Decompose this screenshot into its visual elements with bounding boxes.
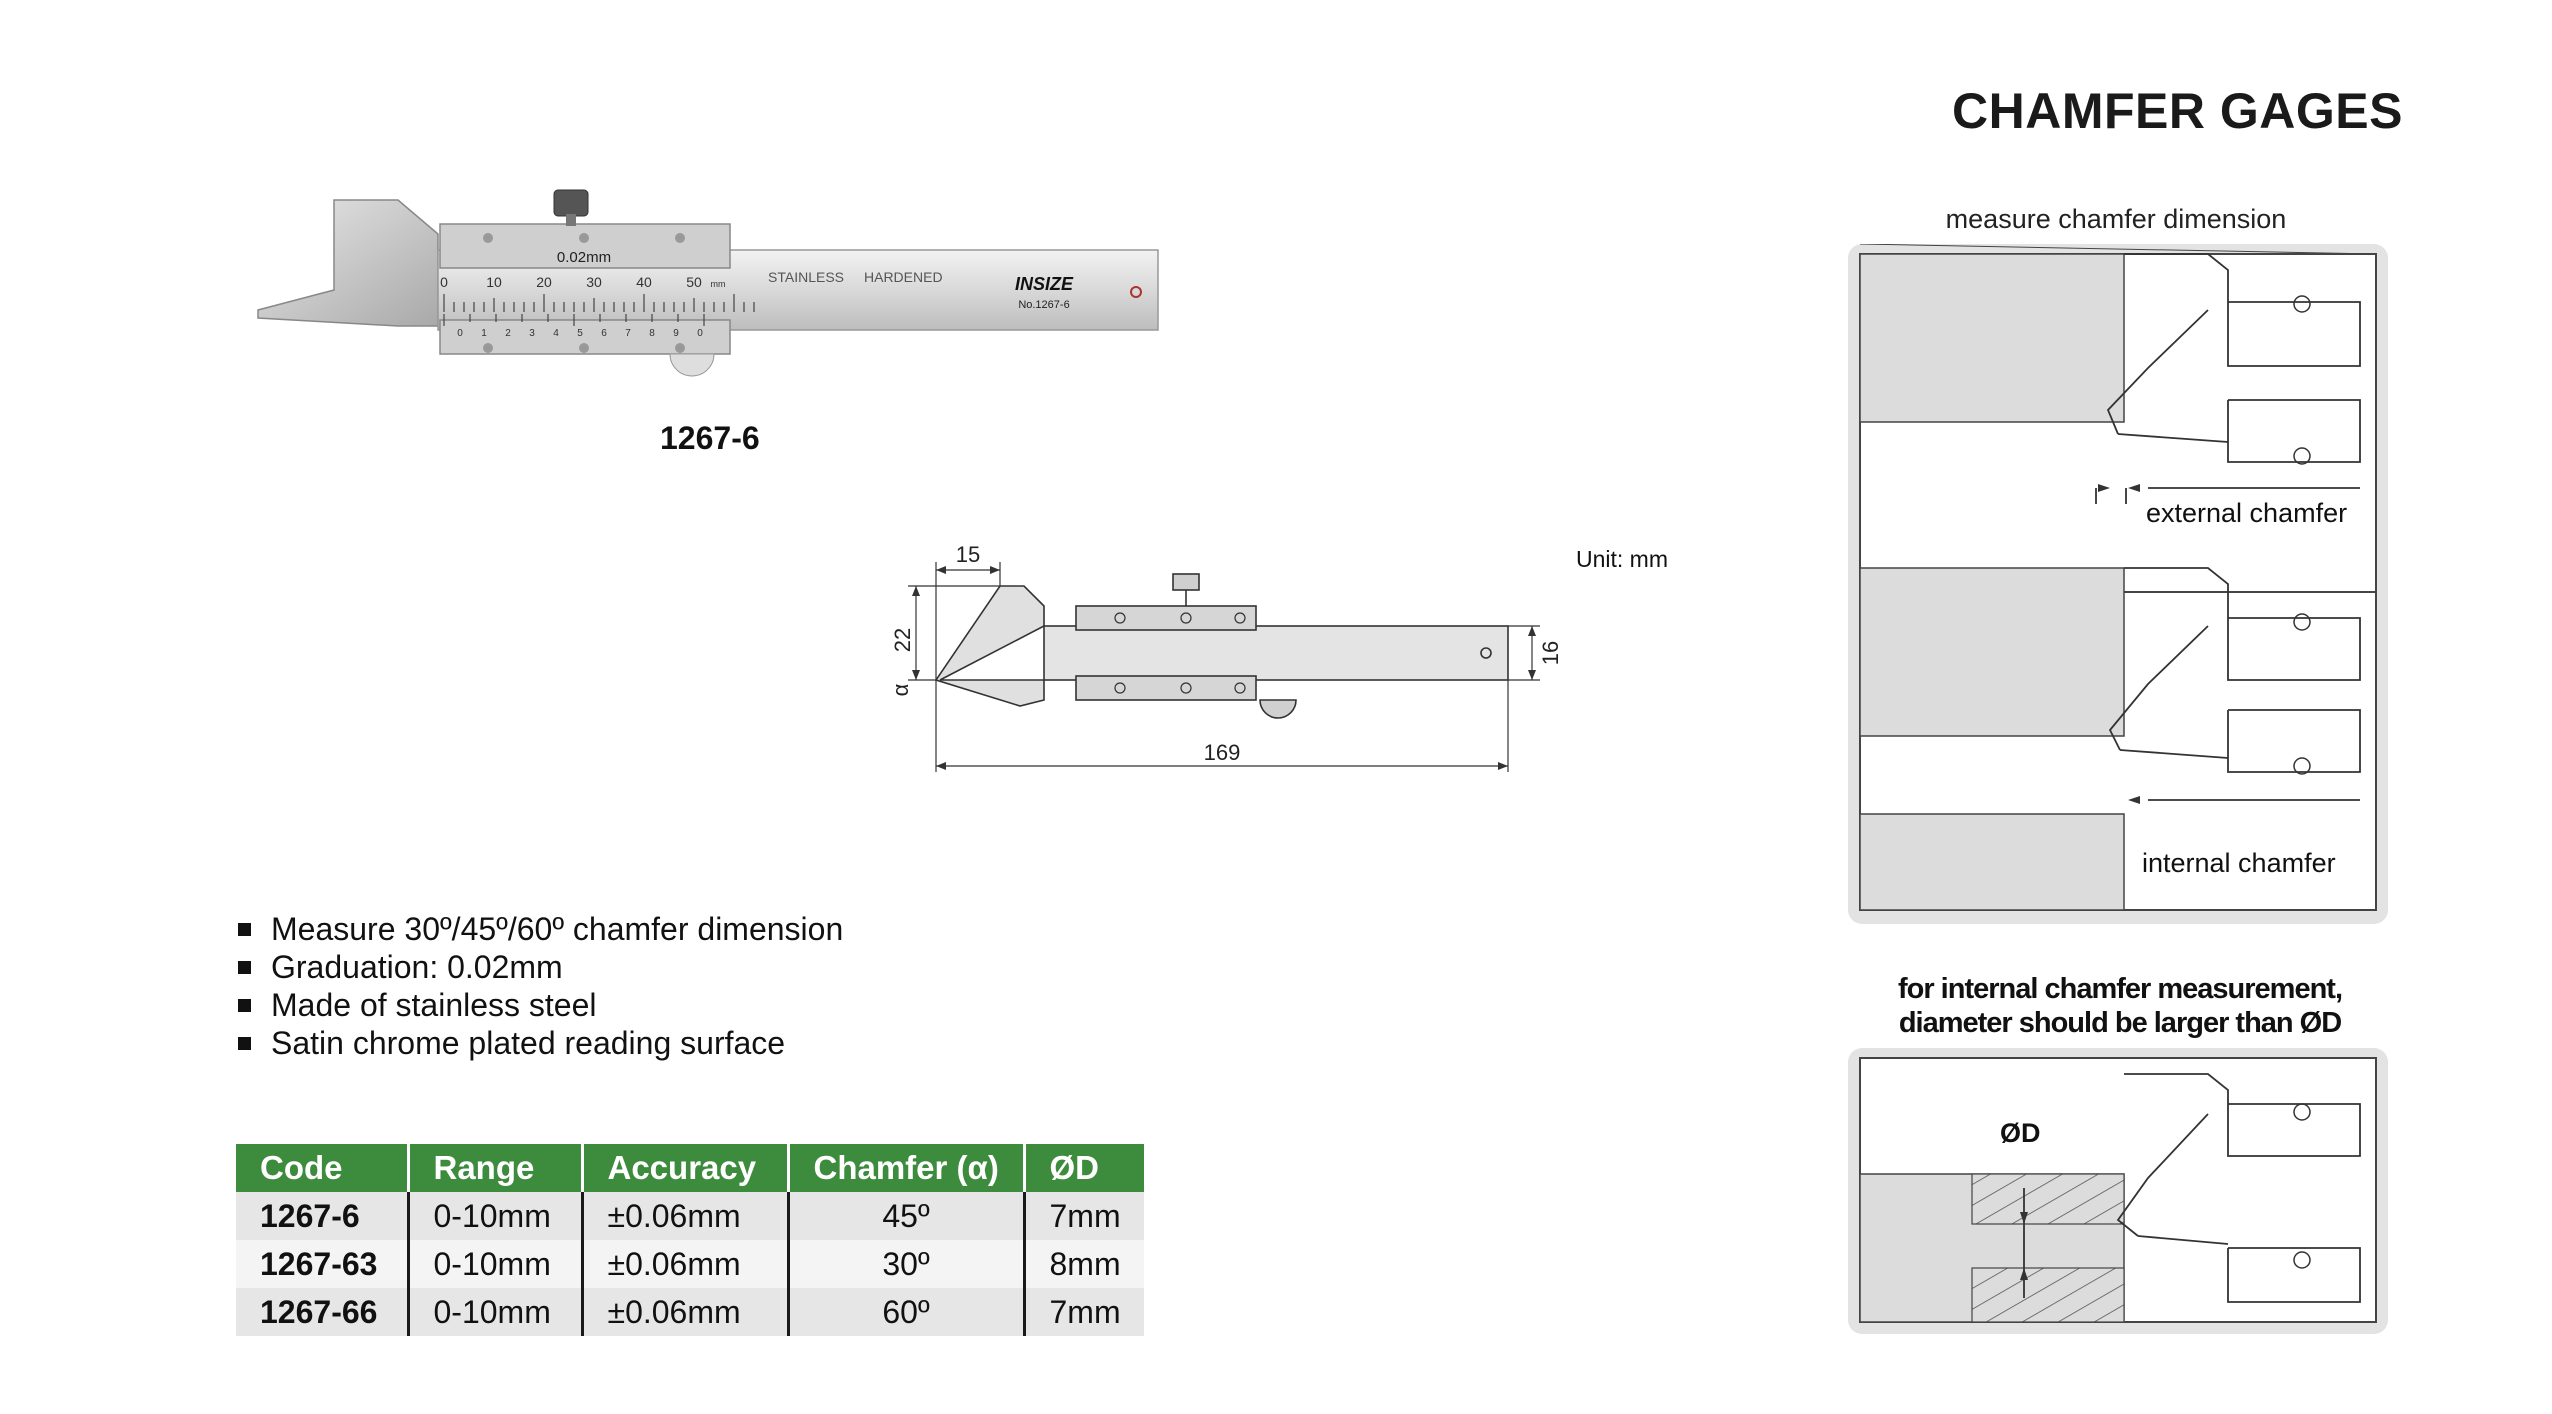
- chamfer-diagram-panel: [1848, 244, 2388, 924]
- dimension-drawing: [880, 530, 1700, 790]
- feature-item: Measure 30º/45º/60º chamfer dimension: [238, 910, 843, 948]
- feature-item: Satin chrome plated reading surface: [238, 1024, 843, 1062]
- vernier-label: 7: [625, 328, 631, 339]
- dim-alpha-label: α: [888, 683, 913, 697]
- od-diagram: [1848, 1048, 2388, 1334]
- header-chamfer: Chamfer (α): [788, 1144, 1024, 1192]
- dim-22-label: 22: [890, 627, 915, 653]
- vernier-label: 5: [577, 328, 583, 339]
- vernier-label: 8: [649, 328, 655, 339]
- table-row: 1267-6 0-10mm ±0.06mm 45º 7mm: [236, 1192, 1144, 1240]
- bullet-icon: [238, 999, 251, 1012]
- table-header-row: [236, 1144, 1144, 1192]
- bullet-icon: [238, 1037, 251, 1050]
- vernier-label: 2: [505, 328, 511, 339]
- vernier-label: 4: [553, 328, 559, 339]
- main-scale-label: 50: [686, 274, 702, 290]
- dim-15-label: 15: [955, 542, 981, 567]
- header-code: Code: [236, 1144, 408, 1192]
- vernier-label: 6: [601, 328, 607, 339]
- header-range: Range: [408, 1144, 582, 1192]
- main-scale-label: 40: [636, 274, 652, 290]
- external-chamfer-label: external chamfer: [2146, 498, 2348, 528]
- feature-list: [238, 910, 843, 1062]
- internal-chamfer-label: internal chamfer: [2142, 848, 2336, 878]
- main-scale-label: 10: [486, 274, 502, 290]
- spec-table: [236, 1144, 1144, 1336]
- vernier-label: 9: [673, 328, 679, 339]
- header-accuracy: Accuracy: [582, 1144, 788, 1192]
- dim-169-label: 169: [1203, 740, 1241, 765]
- vernier-label: 3: [529, 328, 535, 339]
- product-photo: [248, 186, 1168, 406]
- brand-logo: INSIZE: [1014, 274, 1074, 294]
- model-number: No.1267-6: [1018, 299, 1070, 311]
- chamfer-diagram: [1848, 244, 2388, 924]
- internal-measurement-note: for internal chamfer measurement, diameter should be larger than ØD: [1897, 973, 2343, 1039]
- diagram-heading: measure chamfer dimension: [1945, 204, 2287, 234]
- vernier-label: 0: [457, 328, 463, 339]
- od-label: ØD: [2000, 1118, 2041, 1148]
- engraving-stainless: STAINLESS: [768, 269, 844, 285]
- feature-item: Made of stainless steel: [238, 986, 843, 1024]
- scale-graduation-label: 0.02mm: [556, 249, 612, 266]
- main-scale-label: 20: [536, 274, 552, 290]
- dim-16-label: 16: [1538, 640, 1563, 666]
- page-title: CHAMFER GAGES: [1952, 83, 2403, 139]
- bullet-icon: [238, 923, 251, 936]
- main-scale-label: 30: [586, 274, 602, 290]
- vernier-label: 0: [697, 328, 703, 339]
- main-scale-label: 0: [440, 274, 448, 290]
- header-od: ØD: [1024, 1144, 1144, 1192]
- bullet-icon: [238, 961, 251, 974]
- unit-label: Unit: mm: [1576, 546, 1668, 572]
- product-caption: 1267-6: [660, 420, 760, 456]
- vernier-label: 1: [481, 328, 487, 339]
- main-scale-unit: mm: [710, 279, 726, 289]
- od-diagram-panel: [1848, 1048, 2388, 1334]
- feature-item: Graduation: 0.02mm: [238, 948, 843, 986]
- engraving-hardened: HARDENED: [864, 269, 943, 285]
- table-row: 1267-66 0-10mm ±0.06mm 60º 7mm: [236, 1288, 1144, 1336]
- table-row: 1267-63 0-10mm ±0.06mm 30º 8mm: [236, 1240, 1144, 1288]
